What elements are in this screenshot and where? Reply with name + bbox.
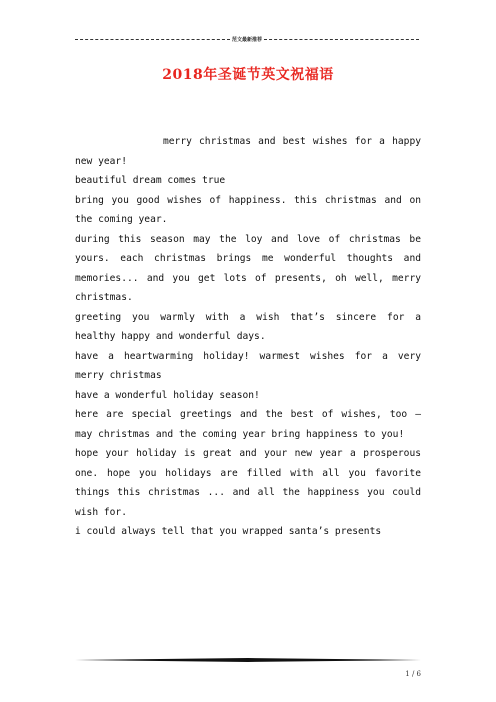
header-dash-left xyxy=(75,39,230,40)
header-label: 范文最新推荐 xyxy=(232,37,263,43)
header-dash-right xyxy=(264,39,419,40)
paragraph: merry christmas and best wishes for a happy new year! xyxy=(75,136,421,167)
header-rule xyxy=(75,36,419,43)
paragraph: greeting you warmly with a wish that’s sincere for a healthy happy and wonderful days. xyxy=(75,311,421,342)
paragraph: i could always tell that you wrapped santa’s presents xyxy=(75,526,382,537)
footer-rule xyxy=(75,658,421,662)
page-number: 1 / 6 xyxy=(405,670,421,678)
document-title: 2018年圣诞节英文祝福语 xyxy=(162,67,334,83)
paragraph: beautiful dream comes true xyxy=(75,175,226,186)
paragraph: bring you good wishes of happiness. this christmas and on the coming year. xyxy=(75,194,421,225)
paragraph: hope your holiday is great and your new year a prosperous one. hope you holidays are filled with all you favorite things this christmas ... and all the happiness you could wish for. xyxy=(75,448,421,518)
paragraph: here are special greetings and the best of wishes, too – may christmas and the coming year bring happiness to you! xyxy=(75,409,421,440)
document-body xyxy=(75,132,421,542)
paragraph: have a heartwarming holiday! warmest wishes for a very merry christmas xyxy=(75,350,421,381)
paragraph: have a wonderful holiday season! xyxy=(75,389,260,401)
paragraph: during this season may the loy and love of christmas be yours. each christmas brings me wonderful thoughts and memories... and you get lots of presents, oh well, merry christmas. xyxy=(75,233,421,303)
